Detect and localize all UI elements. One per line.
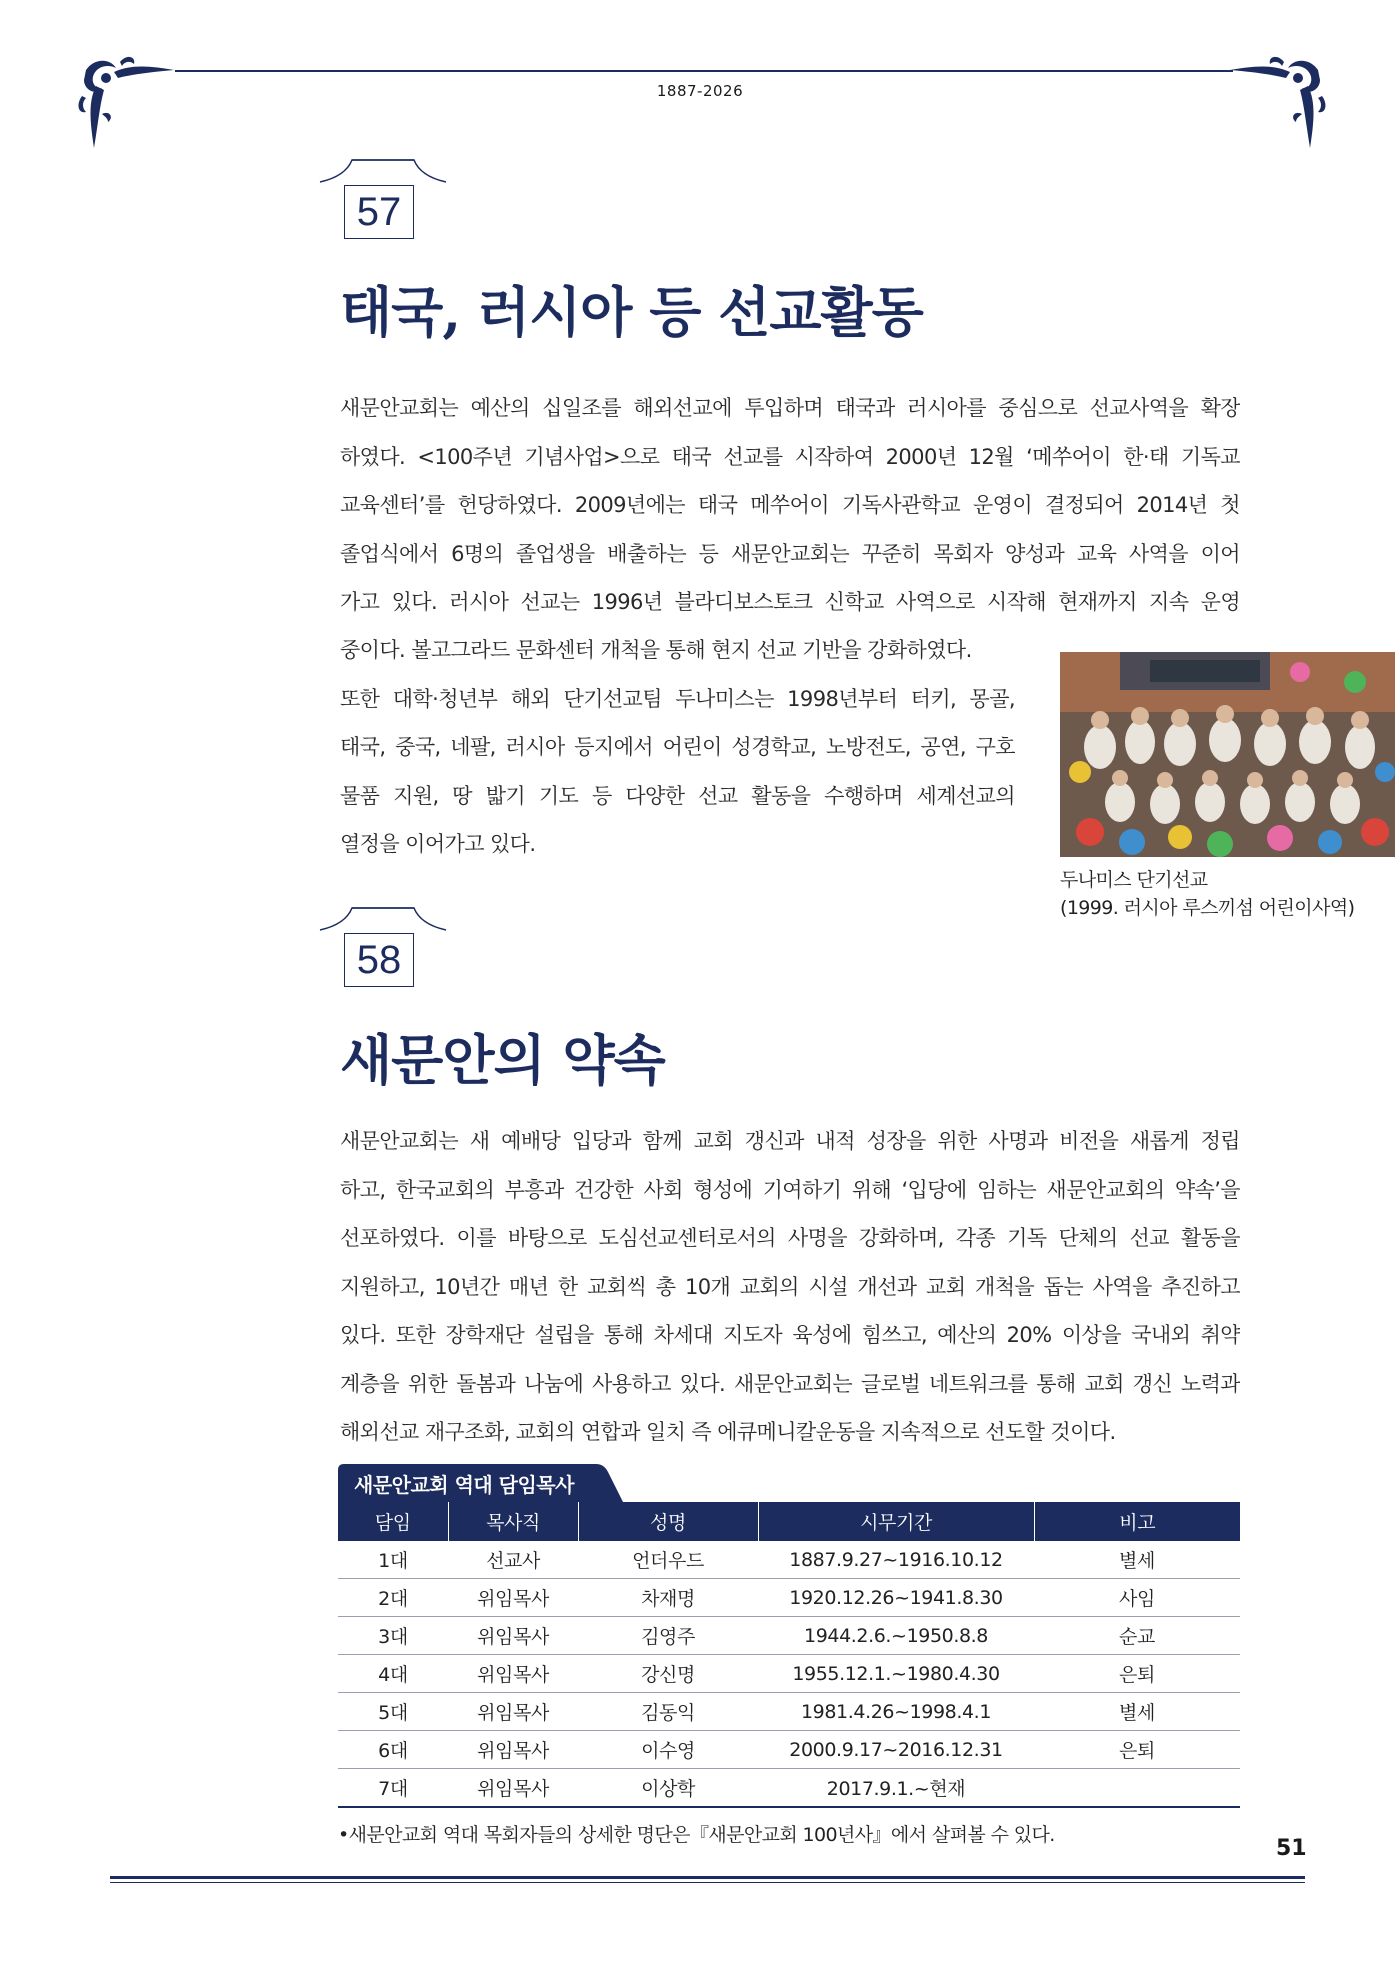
table-cell: 사임 <box>1034 1579 1240 1617</box>
table-cell: 김동익 <box>578 1693 758 1731</box>
text-line: 가고 있다. 러시아 선교는 1996년 블라디보스토크 신학교 사역으로 시작해 현재까지 지속 운영 <box>340 590 1240 614</box>
table-cell: 위임목사 <box>448 1769 578 1808</box>
column-header: 목사직 <box>448 1502 578 1541</box>
table-cell: 3대 <box>338 1617 448 1655</box>
text-line: 해외선교 재구조화, 교회의 연합과 일치 즉 에큐메니칼운동을 지속적으로 선도할 것이다. <box>340 1420 1116 1444</box>
table-cell: 1955.12.1.~1980.4.30 <box>758 1655 1034 1693</box>
photo-illustration <box>1060 652 1395 857</box>
section-57-number: 57 <box>344 185 414 239</box>
section-58-title: 새문안의 약속 <box>340 1028 665 1092</box>
page-number: 51 <box>1276 1836 1307 1861</box>
bottom-rule <box>110 1876 1305 1879</box>
text-line: 하고, 한국교회의 부흥과 건강한 사회 형성에 기여하기 위해 ‘입당에 임하는 새문안교회의 약속’을 <box>340 1177 1240 1202</box>
table-cell: 위임목사 <box>448 1655 578 1693</box>
table-footnote: •새문안교회 역대 목회자들의 상세한 명단은『새문안교회 100년사』에서 살펴볼 수 있다. <box>338 1824 1055 1846</box>
table-cell: 1944.2.6.~1950.8.8 <box>758 1617 1034 1655</box>
text-line: 지원하고, 10년간 매년 한 교회씩 총 10개 교회의 시설 개선과 교회 개척을 돕는 사역을 추진하고 <box>340 1274 1240 1299</box>
table-header-row <box>338 1502 1240 1541</box>
photo-caption-line-2: (1999. 러시아 루스끼섬 어린이사역) <box>1060 897 1355 919</box>
running-head: 1887-2026 <box>656 82 744 100</box>
table-row <box>338 1541 1240 1579</box>
table-cell: 6대 <box>338 1731 448 1769</box>
table-cell: 1920.12.26~1941.8.30 <box>758 1579 1034 1617</box>
column-header: 비고 <box>1034 1502 1240 1541</box>
bottom-rule-thin <box>110 1882 1305 1883</box>
table-cell: 2017.9.1.~현재 <box>758 1769 1034 1808</box>
section-58-number: 58 <box>344 933 414 987</box>
table-row <box>338 1731 1240 1769</box>
table-cell: 2대 <box>338 1579 448 1617</box>
text-line: 교육센터’를 헌당하였다. 2009년에는 태국 메쑤어이 기독사관학교 운영이 결정되어 2014년 첫 <box>340 493 1240 517</box>
table-cell: 강신명 <box>578 1655 758 1693</box>
table-cell <box>1034 1769 1240 1808</box>
text-line: 하였다. <100주년 기념사업>으로 태국 선교를 시작하여 2000년 12월 ‘메쑤어이 한·태 기독교 <box>340 444 1240 469</box>
corner-ornament-left-icon <box>76 52 186 152</box>
text-line: 있다. 또한 장학재단 설립을 통해 차세대 지도자 육성에 힘쓰고, 예산의 20% 이상을 국내외 취약 <box>340 1323 1240 1347</box>
table-cell: 4대 <box>338 1655 448 1693</box>
column-header: 성명 <box>578 1502 758 1541</box>
mission-group-photo <box>1060 652 1395 857</box>
top-rule <box>175 70 1233 72</box>
text-line: 중이다. 볼고그라드 문화센터 개척을 통해 현지 선교 기반을 강화하였다. <box>340 638 972 662</box>
table-cell: 위임목사 <box>448 1731 578 1769</box>
table-row <box>338 1617 1240 1655</box>
table-cell: 별세 <box>1034 1693 1240 1731</box>
text-line: 물품 지원, 땅 밟기 기도 등 다양한 선교 활동을 수행하며 세계선교의 <box>340 783 1015 808</box>
text-line: 졸업식에서 6명의 졸업생을 배출하는 등 새문안교회는 꾸준히 목회자 양성과 교육 사역을 이어 <box>340 541 1240 566</box>
table-cell: 1981.4.26~1998.4.1 <box>758 1693 1034 1731</box>
text-line: 새문안교회는 새 예배당 입당과 함께 교회 갱신과 내적 성장을 위한 사명과 비전을 새롭게 정립 <box>340 1129 1240 1153</box>
table-row <box>338 1693 1240 1731</box>
table-row <box>338 1769 1240 1808</box>
table-cell: 이상학 <box>578 1769 758 1808</box>
table-cell: 5대 <box>338 1693 448 1731</box>
table-cell: 언더우드 <box>578 1541 758 1579</box>
table-cell: 위임목사 <box>448 1579 578 1617</box>
table-cell: 차재명 <box>578 1579 758 1617</box>
table-row <box>338 1655 1240 1693</box>
table-cell: 위임목사 <box>448 1617 578 1655</box>
text-line: 태국, 중국, 네팔, 러시아 등지에서 어린이 성경학교, 노방전도, 공연, 구호 <box>340 735 1015 759</box>
table-cell: 은퇴 <box>1034 1731 1240 1769</box>
table-cell: 이수영 <box>578 1731 758 1769</box>
table-cell: 2000.9.17~2016.12.31 <box>758 1731 1034 1769</box>
column-header: 시무기간 <box>758 1502 1034 1541</box>
section-57-paragraph-wide <box>340 384 1240 627</box>
table-cell: 별세 <box>1034 1541 1240 1579</box>
table-cell: 김영주 <box>578 1617 758 1655</box>
table-title: 새문안교회 역대 담임목사 <box>354 1473 574 1497</box>
column-header: 담임 <box>338 1502 448 1541</box>
section-57-title: 태국, 러시아 등 선교활동 <box>340 280 923 344</box>
text-line: 열정을 이어가고 있다. <box>340 832 536 856</box>
text-line: 계층을 위한 돌봄과 나눔에 사용하고 있다. 새문안교회는 글로벌 네트워크를 통해 교회 갱신 노력과 <box>340 1371 1240 1396</box>
section-58-paragraph <box>340 1117 1240 1457</box>
table-cell: 1대 <box>338 1541 448 1579</box>
corner-ornament-right-icon <box>1218 52 1328 152</box>
table-row <box>338 1579 1240 1617</box>
table-cell: 7대 <box>338 1769 448 1808</box>
table-cell: 은퇴 <box>1034 1655 1240 1693</box>
pastors-table <box>338 1502 1240 1808</box>
photo-caption-line-1: 두나미스 단기선교 <box>1060 869 1208 891</box>
text-line: 새문안교회는 예산의 십일조를 해외선교에 투입하며 태국과 러시아를 중심으로 선교사역을 확장 <box>340 396 1240 420</box>
table-cell: 순교 <box>1034 1617 1240 1655</box>
table-cell: 선교사 <box>448 1541 578 1579</box>
section-57-paragraph-narrow <box>340 626 1015 869</box>
table-cell: 위임목사 <box>448 1693 578 1731</box>
text-line: 또한 대학·청년부 해외 단기선교팀 두나미스는 1998년부터 터키, 몽골, <box>340 686 1015 711</box>
text-line: 선포하였다. 이를 바탕으로 도심선교센터로서의 사명을 강화하며, 각종 기독 단체의 선교 활동을 <box>340 1226 1240 1250</box>
photo-caption <box>1060 866 1354 922</box>
table-cell: 1887.9.27~1916.10.12 <box>758 1541 1034 1579</box>
